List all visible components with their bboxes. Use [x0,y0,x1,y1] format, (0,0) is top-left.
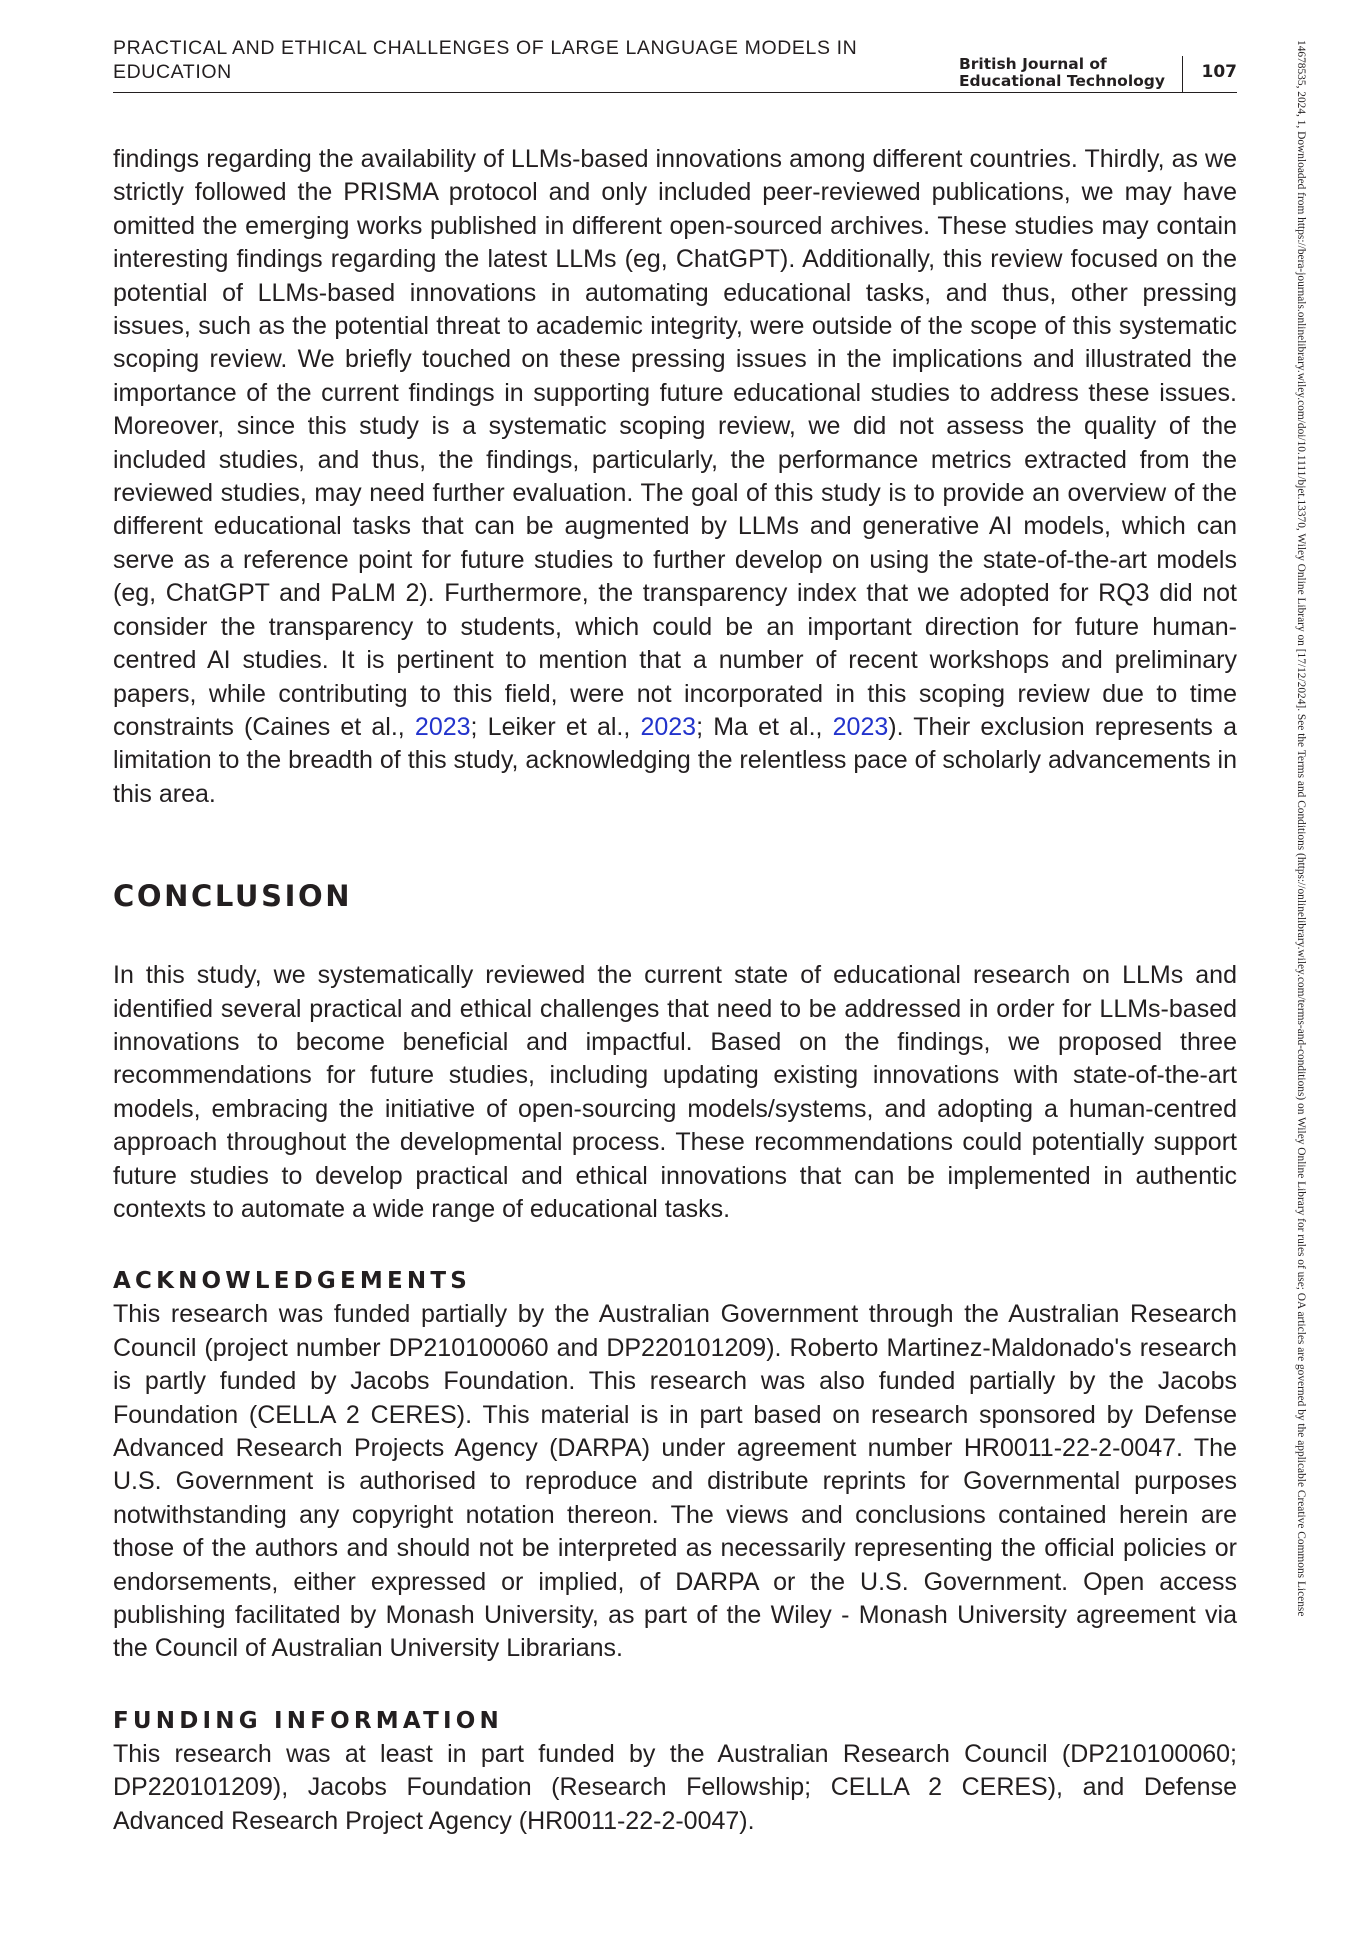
running-head-article-title: PRACTICAL AND ETHICAL CHALLENGES OF LARGE LANGUAGE MODELS IN EDUCATION [113,37,858,83]
running-head [113,34,1237,93]
acknowledgements-heading: ACKNOWLEDGEMENTS [113,1268,472,1295]
limitations-paragraph [113,143,1237,811]
journal-name-line-2: Educational Technology [958,72,1165,90]
conclusion-paragraph: In this study, we systematically reviewed the current state of educational research on LLMs and identified several practical and ethical challenges that need to be addressed in order for LLMs-based innovations to become beneficial and impactful. Based on the findings, we proposed three recommendations for future studies, including updating existing innovations with state-of-the-art models, embracing the initiative of open-sourcing models/systems, and adopting a human-centred approach throughout the developmental process. These recommendations could potentially support future studies to develop practical and ethical innovations that can be implemented in authentic contexts to automate a wide range of educational tasks. [113,961,1237,1223]
page-number: 107 [1201,62,1237,82]
citation-link-ma-2023[interactable]: 2023 [832,712,889,741]
conclusion-heading: CONCLUSION [113,879,353,914]
journal-name [959,56,1165,90]
limitations-text-part-3: ; Ma et al., [696,712,833,741]
header-divider [1182,56,1184,92]
limitations-text-part-2: ; Leiker et al., [470,712,641,741]
limitations-text-part-1: findings regarding the availability of LLMs-based innovations among different countries. Thirdly, as we strictly followed the PRISMA protocol and only included peer-reviewed publications, we may have omitted the emerging works published in different open-sourced archives. These studies may contain interesting findings regarding the latest LLMs (eg, ChatGPT). Additionally, this review focused on the potential of LLMs-based innovations in automating educational tasks, and thus, other pressing issues, such as the potential threat to academic integrity, were outside of the scope of this systematic scoping review. We briefly touched on these pressing issues in the implications and illustrated the importance of the current findings in supporting future educational studies to address these issues. Moreover, since this study is a systematic scoping review, we did not assess the quality of the included studies, and thus, the findings, particularly, the performance metrics extracted from the reviewed studies, may need further evaluation. The goal of this study is to provide an overview of the different educational tasks that can be augmented by LLMs and generative AI models, which can serve as a reference point for future studies to further develop on using the state-of-the-art models (eg, ChatGPT and PaLM 2). Furthermore, the transparency index that we adopted for RQ3 did not consider the transparency to students, which could be an important direction for future human-centred AI studies. It is pertinent to mention that a number of recent workshops and preliminary papers, while contributing to this field, were not incorporated in this scoping review due to time constraints (Caines et al., [113,145,1237,741]
download-license-notice: 14678535, 2024, 1, Downloaded from https://bera-journals.onlinelibrary.wiley.com/doi/10.1111/bjet.13370, Wiley Online Library on [17/12/2024]. See the Terms and Conditions (https://onlinelibrary.wiley.com/terms-and-conditions) on Wiley Online Library for rules of use; OA articles are governed by the applicable Creative Commons License [1295,40,1307,1617]
acknowledgements-paragraph: This research was funded partially by the Australian Government through the Australian Research Council (project number DP210100060 and DP220101209). Roberto Martinez-Maldonado's research is partly funded by Jacobs Foundation. This research was also funded partially by the Jacobs Foundation (CELLA 2 CERES). This material is in part based on research sponsored by Defense Advanced Research Projects Agency (DARPA) under agreement number HR0011-22-2-0047. The U.S. Government is authorised to reproduce and distribute reprints for Governmental purposes notwithstanding any copyright notation thereon. The views and conclusions contained herein are those of the authors and should not be interpreted as necessarily representing the official policies or endorsements, either expressed or implied, of DARPA or the U.S. Government. Open access publishing facilitated by Monash University, as part of the Wiley - Monash University agreement via the Council of Australian University Librarians. [113,1300,1237,1663]
article-body [113,143,1237,1838]
citation-link-leiker-2023[interactable]: 2023 [640,712,697,741]
funding-information-paragraph: This research was at least in part funded by the Australian Research Council (DP210100060; DP220101209), Jacobs Foundation (Research Fellowship; CELLA 2 CERES), and Defense Advanced Research Project Agency (HR0011-22-2-0047). [113,1739,1237,1835]
funding-information-heading: FUNDING INFORMATION [113,1707,503,1734]
limitations-text-part-4: ). Their exclusion represents a limitation to the breadth of this study, acknowledging the relentless pace of scholarly advancements in this area. [113,712,1237,808]
citation-link-caines-2023[interactable]: 2023 [414,712,471,741]
journal-name-line-1: British Journal of [958,55,1107,73]
